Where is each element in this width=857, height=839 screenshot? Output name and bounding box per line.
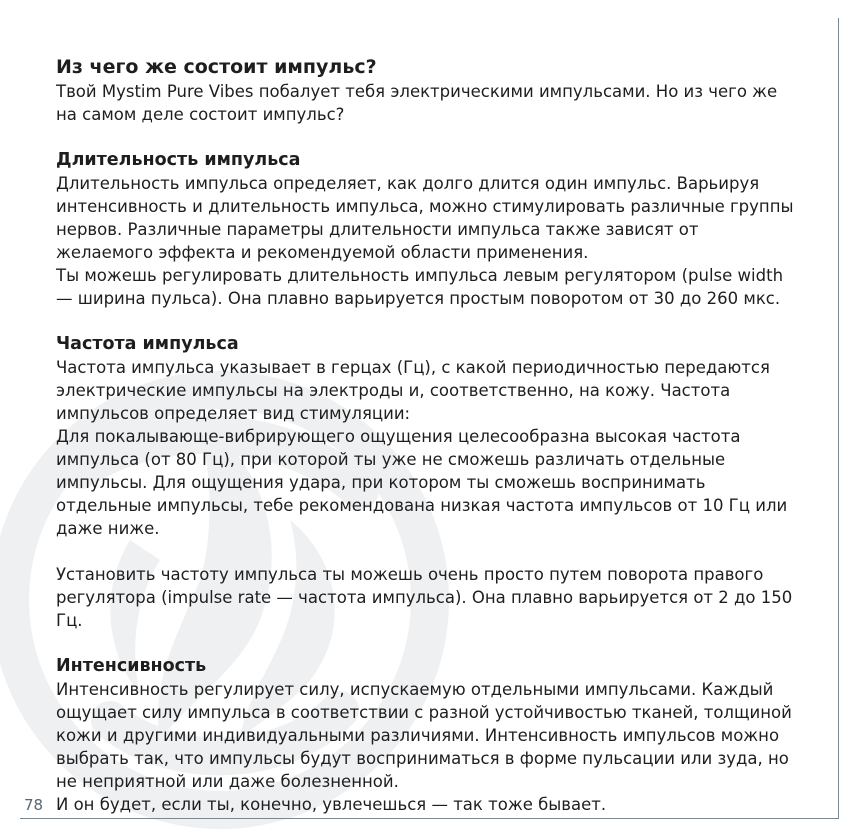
section-heading: Из чего же состоит импульс?: [56, 56, 377, 78]
paragraph: Установить частоту импульса ты можешь очень просто путем поворота правого регулятора (impulse rate — частота импульса). Она плавно варьируется от 2 до 150 Гц.: [56, 565, 793, 630]
section-heading: Интенсивность: [56, 656, 207, 676]
paragraph: Интенсивность регулирует силу, испускаемую отдельными импульсами. Каждый ощущает силу импульса в соответствии с разной устойчивостью тканей, толщиной кожи и другими индивидуальными различиями. Интенсивность импульсов можно выбрать так, что импульсы будут восприниматься в форме пульсации или зуда, но не неприятной или даже болезненной.: [56, 680, 792, 791]
paragraph: Частота импульса указывает в герцах (Гц), с какой периодичностью передаются электрические импульсы на электроды и, соответственно, на кожу. Частота импульсов определяет вид стимуляции:: [56, 358, 770, 423]
page-number: 78: [24, 796, 44, 814]
page-frame-right: [838, 18, 839, 818]
section-pulse-frequency: [56, 333, 796, 632]
document-content: [56, 54, 796, 839]
paragraph: Для покалывающе-вибрирующего ощущения целесообразна высокая частота импульса (от 80 Гц), при которой ты уже не сможешь различать отдельные импульсы. Для ощущения удара, при котором ты сможешь воспринимать отдельные импульсы, тебе рекомендована низкая частота импульсов от 10 Гц или даже ниже.: [56, 427, 788, 538]
section-intensity: [56, 655, 796, 816]
section-impulse-composition: [56, 54, 796, 126]
paragraph-gap: [56, 540, 796, 563]
paragraph: Ты можешь регулировать длительность импульса левым регулятором (pulse width — ширина пульса). Она плавно варьируется простым поворотом от 30 до 260 мкс.: [56, 266, 784, 308]
section-pulse-duration: [56, 149, 796, 310]
section-heading: Длительность импульса: [56, 150, 301, 170]
paragraph: И он будет, если ты, конечно, увлечешься — так тоже бывает.: [56, 795, 607, 814]
section-heading: Частота импульса: [56, 334, 239, 354]
paragraph: Твой Mystim Pure Vibes побалует тебя электрическими импульсами. Но из чего же на самом деле состоит импульс?: [56, 82, 778, 124]
paragraph: Длительность импульса определяет, как долго длится один импульс. Варьируя интенсивность и длительность импульса, можно стимулировать различные группы нервов. Различные параметры длительности импульса также зависят от желаемого эффекта и рекомендуемой области применения.: [56, 174, 794, 262]
